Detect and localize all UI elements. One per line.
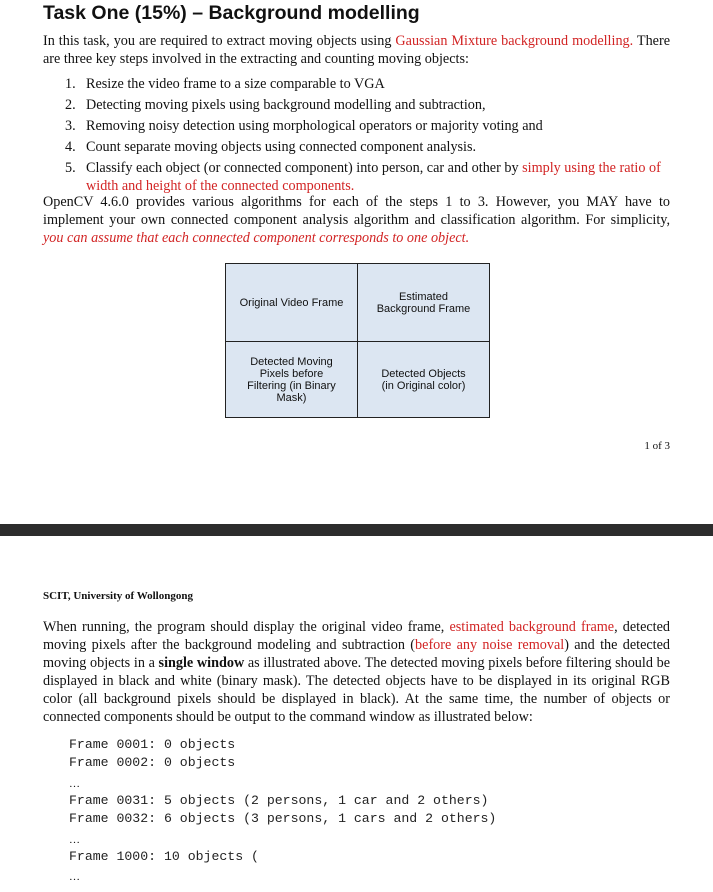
intro-text-end: There are three key steps involved in the extracting and counting moving objects:	[43, 33, 671, 67]
assumption-highlight: you can assume that each connected component corresponds to one object.	[43, 230, 470, 246]
intro-paragraph	[43, 32, 670, 68]
section-heading: Task One (15%) – Background modelling	[43, 2, 420, 24]
ellipsis: …	[69, 871, 80, 883]
list-item: 5. Classify each object (or connected component) into person, car and other by simply using the ratio of width and height of the connected components.	[65, 160, 661, 194]
cell-original-frame: Original Video Frame	[226, 264, 357, 341]
intro-highlight: Gaussian Mixture background modelling.	[395, 33, 634, 49]
cell-background-frame: Estimated Background Frame	[358, 264, 489, 341]
cell-detected-objects: Detected Objects (in Original color)	[358, 342, 489, 417]
intro-text: In this task, you are required to extract moving objects using	[43, 33, 396, 49]
ellipsis: …	[69, 834, 80, 846]
console-output: Frame 0001: 0 objects Frame 0002: 0 objects	[69, 737, 236, 770]
list-item: 2. Detecting moving pixels using background modelling and subtraction,	[65, 97, 486, 113]
grid-divider	[226, 341, 489, 342]
list-item: 4. Count separate moving objects using connected component analysis.	[65, 139, 477, 155]
list-item: 1. Resize the video frame to a size comparable to VGA	[65, 76, 385, 92]
steps-list	[65, 75, 670, 198]
layout-diagram	[225, 263, 490, 418]
opencv-paragraph: OpenCV 4.6.0 provides various algorithms for each of the steps 1 to 3. However, you MAY have to implement your own connected component analysis algorithm and classification algorithm. For simplicity, you can assume that each connected component corresponds to one object.	[43, 194, 670, 246]
cell-moving-pixels: Detected Moving Pixels before Filtering (in Binary Mask)	[226, 342, 357, 417]
console-output: Frame 1000: 10 objects (	[69, 849, 259, 864]
ellipsis: …	[69, 778, 80, 790]
page-number: 1 of 3	[644, 440, 670, 452]
list-item: 3. Removing noisy detection using morphological operators or majority voting and	[65, 118, 543, 134]
requirements-paragraph: When running, the program should display the original video frame, estimated background frame, detected moving pixels after the background modeling and subtraction (before any noise removal) and the detected moving objects in a single window as illustrated above. The detected moving pixels before filtering should be displayed in black and white (binary mask). The detected objects have to be displayed in its original RGB color (all background pixels should be displayed in black). At the same time, the number of objects or connected components should be output to the command window as illustrated below:	[43, 619, 671, 725]
document-page-2	[0, 536, 713, 892]
console-output: Frame 0031: 5 objects (2 persons, 1 car and 2 others) Frame 0032: 6 objects (3 persons, 1 cars and 2 others)	[69, 793, 497, 826]
page-header: SCIT, University of Wollongong	[43, 590, 193, 602]
page-separator	[0, 524, 713, 536]
